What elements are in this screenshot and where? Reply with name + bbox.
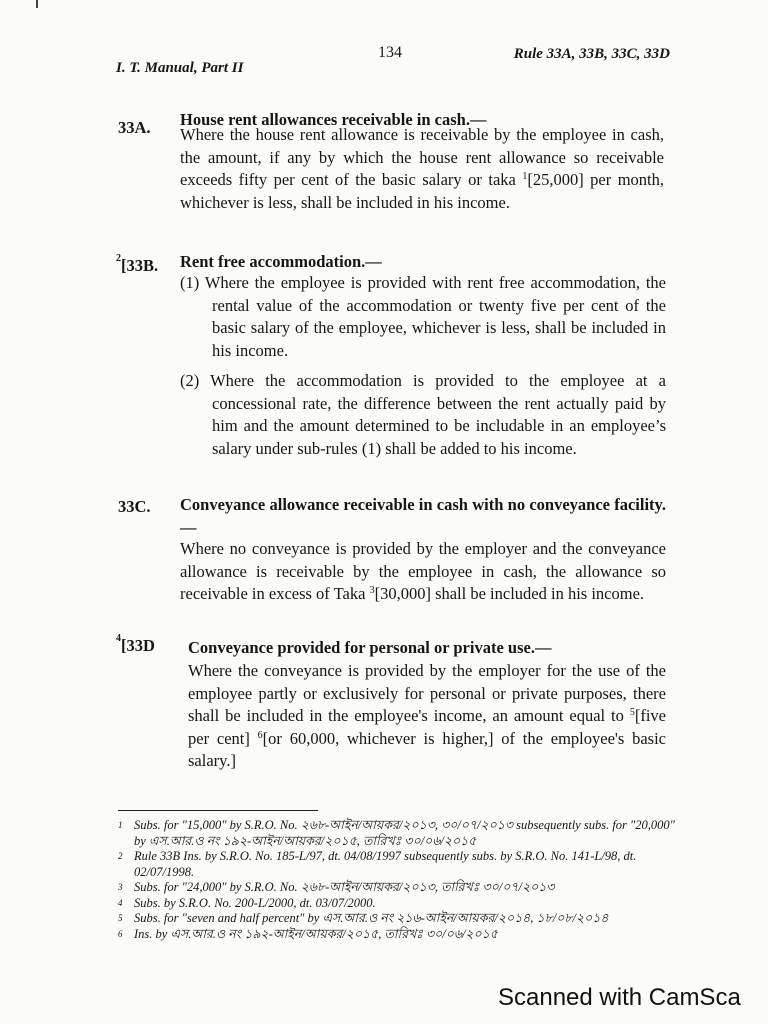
manual-title: I. T. Manual, Part II bbox=[116, 60, 244, 76]
scanner-watermark: Scanned with CamSca bbox=[498, 984, 741, 1011]
footnote-ref-5: 5 bbox=[629, 707, 635, 718]
rule-33c-number: 33C. bbox=[118, 497, 151, 516]
footnotes bbox=[118, 818, 678, 942]
footnote-divider bbox=[118, 810, 318, 811]
rule-33a-body: Where the house rent allowance is receivable by the employee in cash, the amount, if any by which the house rent allowance so receivable exceeds fifty per cent of the basic salary or taka $^1$[25,000] per month, whichever is less, shall be included in his income. bbox=[180, 125, 664, 212]
rule-33c-title: Conveyance allowance receivable in cash with no conveyance facility.— bbox=[180, 495, 666, 537]
footnote-ref-6: 6 bbox=[257, 729, 263, 741]
rule-33b-subrule-2: (2) Where the accommodation is provided to the employee at a concessional rate, the difference between the rent actually paid by him and the amount determined to be includable in an employee’s salary under sub-rules (1) shall be added to his income. bbox=[180, 371, 666, 458]
rule-33b-subrule-1: (1) Where the employee is provided with rent free accommodation, the rental value of the accommodation or twenty five per cent of the basic salary of the employee, whichever is less, shall be included in his income. bbox=[180, 273, 666, 360]
footnote-ref-1: 1 bbox=[522, 171, 528, 182]
footnote-5: 5 Subs. for "seven and half percent" by এস.আর.ও নং ২১৬-আইন/আয়কর/২০১৪, ১৮/০৮/২০১৪ bbox=[118, 911, 609, 925]
footnote-4: 4 Subs. by S.R.O. No. 200-L/2000, dt. 03/07/2000. bbox=[118, 895, 376, 910]
rule-33c-body: Where no conveyance is provided by the employer and the conveyance allowance is receivable by the employee in cash, the allowance so receivable in excess of Taka $^3$[30,000] shall be included in his income. bbox=[180, 539, 666, 603]
footnote-ref-4: 4 bbox=[116, 633, 121, 644]
rule-33b-title: Rent free accommodation.— bbox=[180, 252, 382, 271]
footnote-ref-3: 3 bbox=[369, 585, 375, 596]
binding-mark bbox=[36, 0, 38, 8]
rule-range: Rule 33A, 33B, 33C, 33D bbox=[513, 46, 670, 62]
rule-33a-title: House rent allowances receivable in cash.— bbox=[180, 110, 487, 129]
footnote-6: 6 Ins. by এস.আর.ও নং ১৯২-আইন/আয়কর/২০১৫, তারিখঃ ৩০/০৬/২০১৫ bbox=[118, 926, 498, 941]
footnote-1: 1 Subs. for "15,000" by S.R.O. No. ২৬৮-আইন/আয়কর/২০১৩, ৩০/০৭/২০১৩ subsequently subs. for "20,000" by এস.আর.ও নং ১৯২-আইন/আয়কর/২০১৫, তারিখঃ ৩০/০৬/২০১৫ bbox=[118, 818, 675, 848]
rule-33d-title: Conveyance provided for personal or private use.— bbox=[188, 638, 552, 657]
rule-33d-body: Where the conveyance is provided by the employer for the use of the employee partly or exclusively for personal or private purposes, there shall be included in the employee's income, an amount equal to $^5$[five per cent] $^6$[or 60,000, whichever is higher,] of the employee's basic salary.] bbox=[188, 661, 666, 770]
page-number: 134 bbox=[378, 44, 402, 61]
rule-33a-number: 33A. bbox=[118, 118, 151, 137]
footnote-3: 3 Subs. for "24,000" by S.R.O. No. ২৬৮-আইন/আয়কর/২০১৩, তারিখঃ ৩০/০৭/২০১৩ bbox=[118, 880, 555, 894]
rule-33d-number: $^4$[33D bbox=[116, 633, 155, 655]
footnote-ref-2: 2 bbox=[116, 253, 121, 264]
rule-33b-number: $^2$[33B. bbox=[116, 253, 159, 275]
footnote-2: 2 Rule 33B Ins. by S.R.O. No. 185-L/97, dt. 04/08/1997 subsequently subs. by S.R.O. No. 141-L/98, dt. 02/07/1998. bbox=[118, 849, 637, 879]
